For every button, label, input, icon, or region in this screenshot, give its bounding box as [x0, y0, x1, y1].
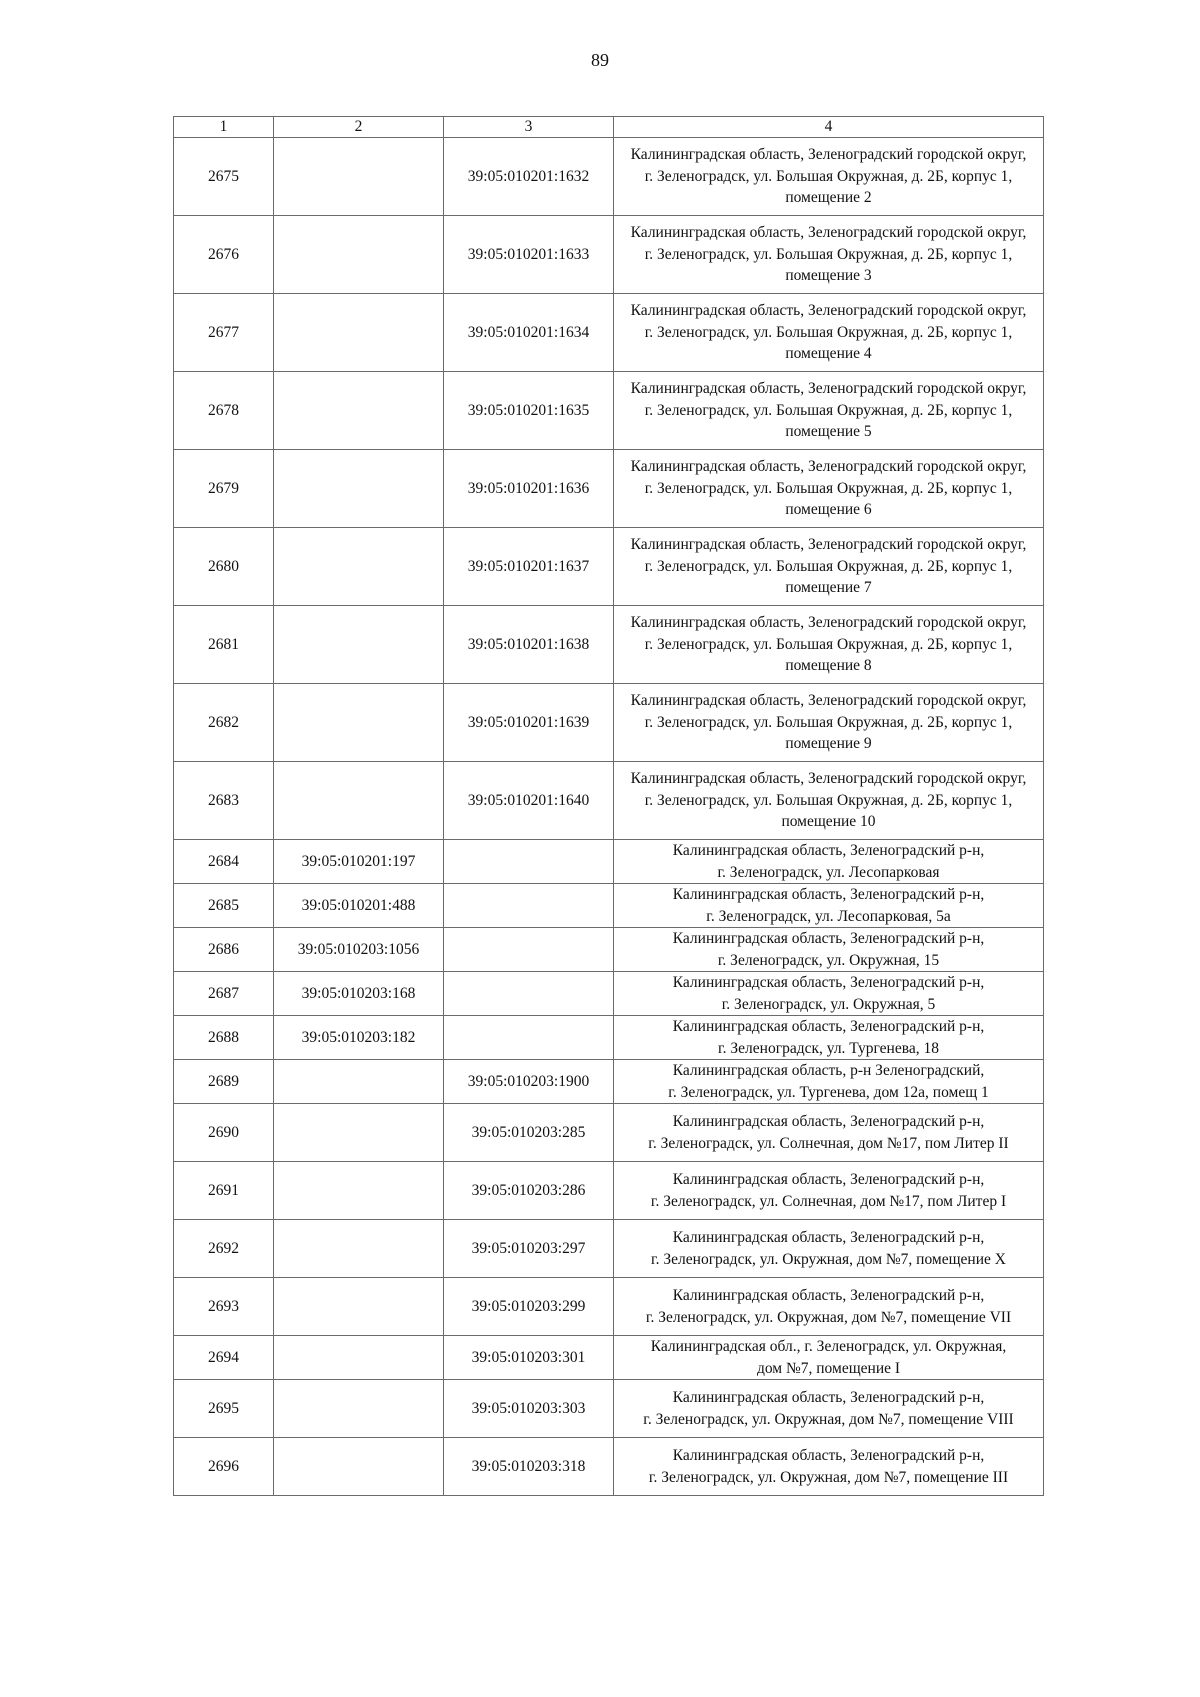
address-cell: Калининградская область, Зеленоградский р-н, г. Зеленоградск, ул. Окружная, дом №7, помещение VII [614, 1278, 1044, 1336]
address-cell: Калининградская область, Зеленоградский р-н, г. Зеленоградск, ул. Окружная, дом №7, помещение VIII [614, 1380, 1044, 1438]
land-cadastral-number-cell [274, 372, 444, 450]
address-cell: Калининградская область, Зеленоградский городской округ, г. Зеленоградск, ул. Большая Окружная, д. 2Б, корпус 1, помещение 10 [614, 762, 1044, 840]
object-cadastral-number-cell [444, 928, 614, 972]
table-row [174, 884, 1044, 928]
row-number-cell: 2693 [174, 1278, 274, 1336]
land-cadastral-number-cell: 39:05:010203:168 [274, 972, 444, 1016]
object-cadastral-number-cell: 39:05:010203:318 [444, 1438, 614, 1496]
object-cadastral-number-cell: 39:05:010203:299 [444, 1278, 614, 1336]
table-row [174, 1336, 1044, 1380]
table-row [174, 1380, 1044, 1438]
land-cadastral-number-cell [274, 1104, 444, 1162]
land-cadastral-number-cell [274, 1380, 444, 1438]
address-cell: Калининградская область, Зеленоградский р-н, г. Зеленоградск, ул. Окружная, 5 [614, 972, 1044, 1016]
table-row [174, 1060, 1044, 1104]
object-cadastral-number-cell: 39:05:010203:297 [444, 1220, 614, 1278]
object-cadastral-number-cell: 39:05:010201:1635 [444, 372, 614, 450]
table-row [174, 606, 1044, 684]
object-cadastral-number-cell: 39:05:010201:1640 [444, 762, 614, 840]
object-cadastral-number-cell: 39:05:010203:1900 [444, 1060, 614, 1104]
row-number-cell: 2682 [174, 684, 274, 762]
address-cell: Калининградская область, Зеленоградский р-н, г. Зеленоградск, ул. Окружная, дом №7, помещение X [614, 1220, 1044, 1278]
row-number-cell: 2680 [174, 528, 274, 606]
land-cadastral-number-cell: 39:05:010203:182 [274, 1016, 444, 1060]
object-cadastral-number-cell: 39:05:010203:285 [444, 1104, 614, 1162]
object-cadastral-number-cell [444, 1016, 614, 1060]
row-number-cell: 2686 [174, 928, 274, 972]
table-row [174, 840, 1044, 884]
object-cadastral-number-cell [444, 840, 614, 884]
address-cell: Калининградская область, р-н Зеленоградский, г. Зеленоградск, ул. Тургенева, дом 12а, помещ 1 [614, 1060, 1044, 1104]
address-cell: Калининградская область, Зеленоградский городской округ, г. Зеленоградск, ул. Большая Окружная, д. 2Б, корпус 1, помещение 3 [614, 216, 1044, 294]
row-number-cell: 2692 [174, 1220, 274, 1278]
land-cadastral-number-cell [274, 684, 444, 762]
land-cadastral-number-cell [274, 294, 444, 372]
object-cadastral-number-cell: 39:05:010201:1633 [444, 216, 614, 294]
table-row [174, 1162, 1044, 1220]
object-cadastral-number-cell: 39:05:010201:1637 [444, 528, 614, 606]
address-cell: Калининградская область, Зеленоградский городской округ, г. Зеленоградск, ул. Большая Окружная, д. 2Б, корпус 1, помещение 6 [614, 450, 1044, 528]
object-cadastral-number-cell: 39:05:010201:1638 [444, 606, 614, 684]
row-number-cell: 2690 [174, 1104, 274, 1162]
table-row [174, 1278, 1044, 1336]
row-number-cell: 2691 [174, 1162, 274, 1220]
address-cell: Калининградская область, Зеленоградский городской округ, г. Зеленоградск, ул. Большая Окружная, д. 2Б, корпус 1, помещение 8 [614, 606, 1044, 684]
table-row [174, 528, 1044, 606]
address-cell: Калининградская область, Зеленоградский р-н, г. Зеленоградск, ул. Тургенева, 18 [614, 1016, 1044, 1060]
address-cell: Калининградская область, Зеленоградский городской округ, г. Зеленоградск, ул. Большая Окружная, д. 2Б, корпус 1, помещение 7 [614, 528, 1044, 606]
row-number-cell: 2681 [174, 606, 274, 684]
table-row [174, 1220, 1044, 1278]
table-body [174, 117, 1044, 1496]
table-row [174, 450, 1044, 528]
row-number-cell: 2695 [174, 1380, 274, 1438]
object-cadastral-number-cell: 39:05:010201:1639 [444, 684, 614, 762]
table-row [174, 216, 1044, 294]
object-cadastral-number-cell [444, 884, 614, 928]
object-cadastral-number-cell: 39:05:010203:303 [444, 1380, 614, 1438]
row-number-cell: 2677 [174, 294, 274, 372]
address-cell: Калининградская обл., г. Зеленоградск, ул. Окружная, дом №7, помещение I [614, 1336, 1044, 1380]
row-number-cell: 2685 [174, 884, 274, 928]
address-cell: Калининградская область, Зеленоградский городской округ, г. Зеленоградск, ул. Большая Окружная, д. 2Б, корпус 1, помещение 2 [614, 138, 1044, 216]
land-cadastral-number-cell [274, 1060, 444, 1104]
row-number-cell: 2689 [174, 1060, 274, 1104]
land-cadastral-number-cell [274, 1438, 444, 1496]
land-cadastral-number-cell [274, 1278, 444, 1336]
address-cell: Калининградская область, Зеленоградский р-н, г. Зеленоградск, ул. Солнечная, дом №17, пом Литер I [614, 1162, 1044, 1220]
table-row [174, 762, 1044, 840]
object-cadastral-number-cell: 39:05:010203:301 [444, 1336, 614, 1380]
header-cell-4: 4 [614, 117, 1044, 138]
row-number-cell: 2694 [174, 1336, 274, 1380]
table-row [174, 1438, 1044, 1496]
table-row [174, 1016, 1044, 1060]
land-cadastral-number-cell [274, 1336, 444, 1380]
land-cadastral-number-cell [274, 528, 444, 606]
land-cadastral-number-cell: 39:05:010201:197 [274, 840, 444, 884]
land-cadastral-number-cell [274, 450, 444, 528]
table-row [174, 294, 1044, 372]
table-row [174, 684, 1044, 762]
object-cadastral-number-cell: 39:05:010203:286 [444, 1162, 614, 1220]
row-number-cell: 2687 [174, 972, 274, 1016]
table-row [174, 138, 1044, 216]
land-cadastral-number-cell: 39:05:010201:488 [274, 884, 444, 928]
table-row [174, 1104, 1044, 1162]
page-number: 89 [591, 50, 609, 70]
object-cadastral-number-cell: 39:05:010201:1634 [444, 294, 614, 372]
address-cell: Калининградская область, Зеленоградский городской округ, г. Зеленоградск, ул. Большая Окружная, д. 2Б, корпус 1, помещение 5 [614, 372, 1044, 450]
address-cell: Калининградская область, Зеленоградский р-н, г. Зеленоградск, ул. Солнечная, дом №17, пом Литер II [614, 1104, 1044, 1162]
row-number-cell: 2675 [174, 138, 274, 216]
land-cadastral-number-cell [274, 606, 444, 684]
row-number-cell: 2676 [174, 216, 274, 294]
land-cadastral-number-cell [274, 1162, 444, 1220]
row-number-cell: 2679 [174, 450, 274, 528]
row-number-cell: 2683 [174, 762, 274, 840]
object-cadastral-number-cell: 39:05:010201:1632 [444, 138, 614, 216]
row-number-cell: 2696 [174, 1438, 274, 1496]
row-number-cell: 2684 [174, 840, 274, 884]
row-number-cell: 2678 [174, 372, 274, 450]
address-cell: Калининградская область, Зеленоградский городской округ, г. Зеленоградск, ул. Большая Окружная, д. 2Б, корпус 1, помещение 4 [614, 294, 1044, 372]
header-cell-3: 3 [444, 117, 614, 138]
land-cadastral-number-cell [274, 138, 444, 216]
land-cadastral-number-cell [274, 216, 444, 294]
header-row [174, 117, 1044, 138]
object-cadastral-number-cell: 39:05:010201:1636 [444, 450, 614, 528]
land-cadastral-number-cell: 39:05:010203:1056 [274, 928, 444, 972]
land-cadastral-number-cell [274, 762, 444, 840]
address-cell: Калининградская область, Зеленоградский р-н, г. Зеленоградск, ул. Лесопарковая, 5а [614, 884, 1044, 928]
land-cadastral-number-cell [274, 1220, 444, 1278]
table-row [174, 972, 1044, 1016]
header-cell-1: 1 [174, 117, 274, 138]
address-cell: Калининградская область, Зеленоградский р-н, г. Зеленоградск, ул. Окружная, дом №7, помещение III [614, 1438, 1044, 1496]
address-cell: Калининградская область, Зеленоградский р-н, г. Зеленоградск, ул. Лесопарковая [614, 840, 1044, 884]
address-cell: Калининградская область, Зеленоградский р-н, г. Зеленоградск, ул. Окружная, 15 [614, 928, 1044, 972]
table-row [174, 372, 1044, 450]
registry-table [173, 116, 1044, 1496]
table-row [174, 928, 1044, 972]
row-number-cell: 2688 [174, 1016, 274, 1060]
header-cell-2: 2 [274, 117, 444, 138]
object-cadastral-number-cell [444, 972, 614, 1016]
address-cell: Калининградская область, Зеленоградский городской округ, г. Зеленоградск, ул. Большая Окружная, д. 2Б, корпус 1, помещение 9 [614, 684, 1044, 762]
